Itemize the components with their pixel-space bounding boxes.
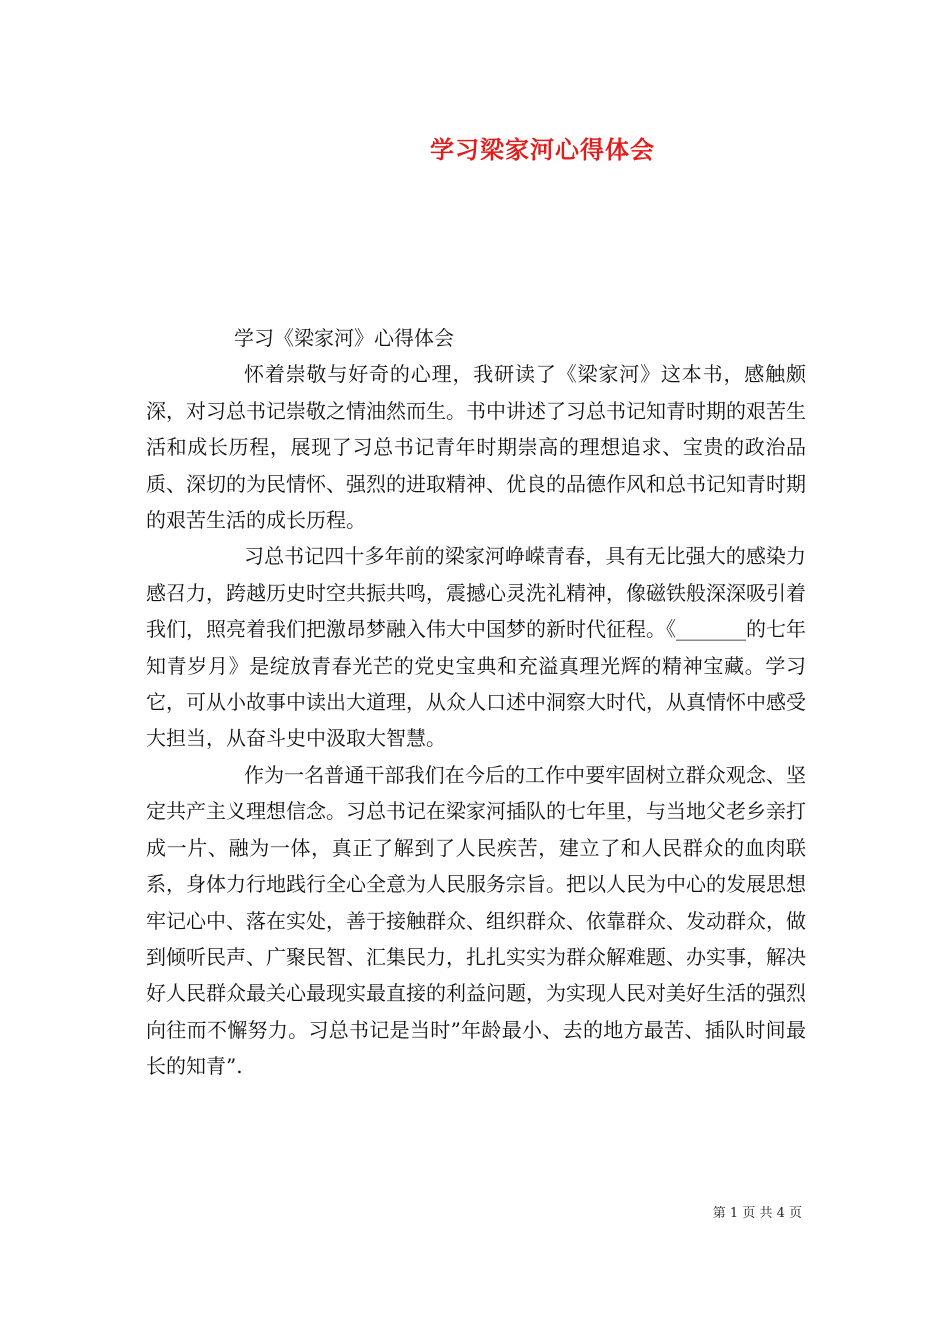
paragraph-3: 作为一名普通干部我们在今后的工作中要牢固树立群众观念、坚定共产主义理想信念。习总书记在梁家河插队的七年里，与当地父老乡亲打成一片、融为一体，真正了解到了人民疾苦，建立了和人民群众的血肉联系，身体力行地践行全心全意为人民服务宗旨。把以人民为中心的发展思想牢记心中、落在实处，善于接触群众、组织群众、依靠群众、发动群众，做到倾听民声、广聚民智、汇集民力，扎扎实实为群众解难题、办实事，解决好人民群众最关心最现实最直接的利益问题，为实现人民对美好生活的强烈向往而不懈努力。习总书记是当时”年龄最小、去的地方最苦、插队时间最长的知青”. [146,762,806,1079]
document-body [146,320,806,1085]
paragraph-1: 怀着崇敬与好奇的心理，我研读了《梁家河》这本书，感触颇深，对习总书记崇敬之情油然而生。书中讲述了习总书记知青时期的艰苦生活和成长历程，展现了习总书记青年时期崇高的理想追求、宝贵的政治品质、深切的为民情怀、强烈的进取精神、优良的品德作风和总书记知青时期的艰苦生活的成长历程。 [146,362,806,533]
page-number: 第 1 页 共 4 页 [712,1206,802,1221]
document-subtitle: 学习《梁家河》心得体会 [234,326,454,350]
paragraph-2: 习总书记四十多年前的梁家河峥嵘青春，具有无比强大的感染力感召力，跨越历史时空共振共鸣，震撼心灵洗礼精神，像磁铁般深深吸引着我们，照亮着我们把激昂梦融入伟大中国梦的新时代征程。《_______的七年知青岁月》是绽放青春光芒的党史宝典和充溢真理光辉的精神宝藏。学习它，可从小故事中读出大道理，从众人口述中洞察大时代，从真情怀中感受大担当，从奋斗史中汲取大智慧。 [146,544,806,751]
page-title: 学习梁家河心得体会 [430,135,655,164]
